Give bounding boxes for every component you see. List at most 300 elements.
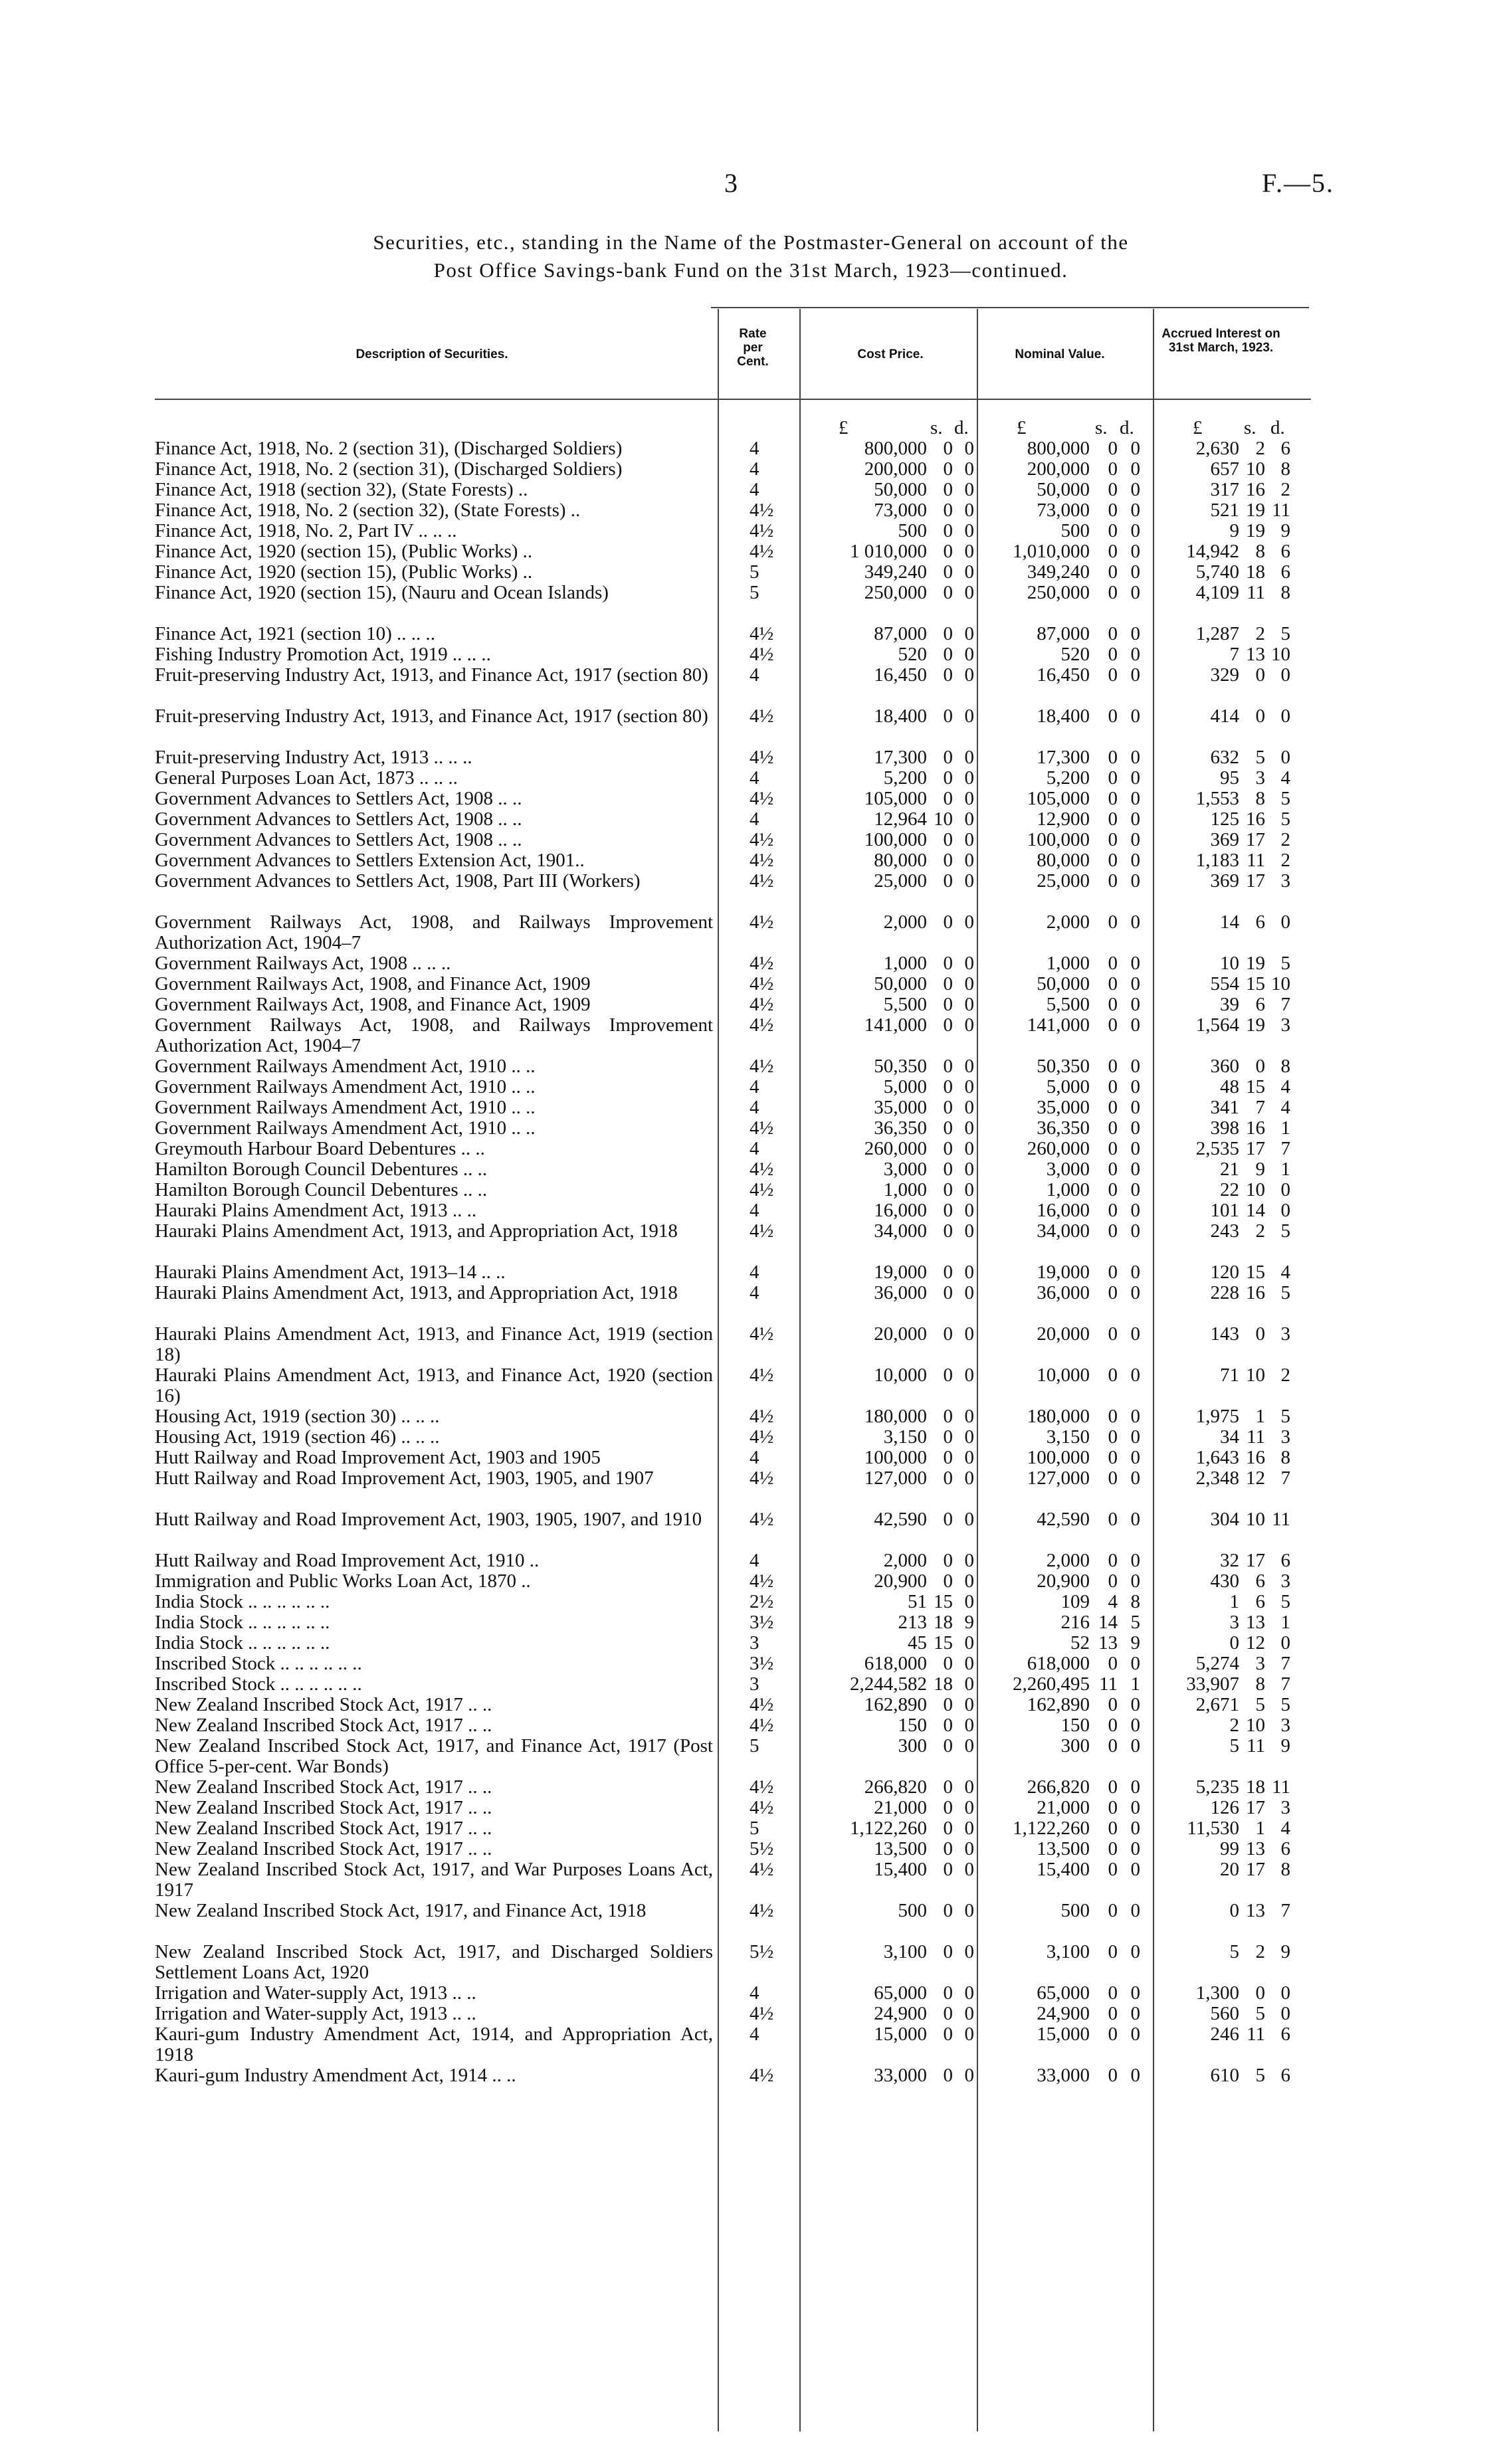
interest-pounds: 369 — [1210, 870, 1239, 892]
cost-shillings: 0 — [943, 1097, 953, 1118]
rate-per-cent: 4 — [750, 664, 759, 686]
rate-per-cent: 4½ — [750, 994, 774, 1015]
security-description: Finance Act, 1920 (section 15), (Public Works) .. — [155, 541, 533, 562]
cost-pence: 0 — [964, 1509, 974, 1530]
interest-shillings: 0 — [1255, 1323, 1265, 1345]
security-description: Finance Act, 1920 (section 15), (Nauru and Ocean Islands) — [155, 582, 609, 603]
cost-pounds: 16,450 — [874, 664, 927, 686]
nominal-pence: 0 — [1130, 1323, 1140, 1345]
nominal-shillings: 0 — [1108, 1179, 1118, 1200]
cost-shillings: 18 — [934, 1673, 953, 1695]
interest-pounds: 1,643 — [1195, 1447, 1239, 1468]
cost-shillings: 0 — [943, 1076, 953, 1097]
nominal-pence: 0 — [1130, 438, 1140, 459]
rate-per-cent: 4½ — [750, 1056, 774, 1077]
nominal-pence: 0 — [1130, 2024, 1140, 2045]
table-row — [0, 583, 1507, 624]
interest-pounds: 5,235 — [1195, 1776, 1239, 1798]
security-description: Finance Act, 1918, No. 2, Part IV .. .. .. — [155, 520, 457, 541]
table-row — [0, 1715, 1507, 1736]
nominal-pounds: 1,000 — [1046, 953, 1090, 974]
rate-per-cent: 4 — [750, 1097, 759, 1118]
interest-shillings: 16 — [1246, 808, 1265, 830]
interest-pence: 2 — [1280, 829, 1290, 850]
security-description: Finance Act, 1921 (section 10) .. .. .. — [155, 623, 436, 644]
cost-pence: 0 — [964, 1859, 974, 1880]
table-row — [0, 1159, 1507, 1180]
security-description: Fruit-preserving Industry Act, 1913, and Finance Act, 1917 (section 80) — [155, 664, 708, 686]
nominal-shillings: 0 — [1108, 541, 1118, 562]
nominal-shillings: 0 — [1108, 1097, 1118, 1118]
security-description: New Zealand Inscribed Stock Act, 1917, and Finance Act, 1917 (Post Office 5-per-cent. War Bonds) — [155, 1735, 713, 1777]
interest-pence: 2 — [1280, 850, 1290, 871]
rate-per-cent: 4½ — [750, 706, 774, 727]
cost-pounds: 105,000 — [864, 788, 927, 809]
interest-shillings: 5 — [1255, 1694, 1265, 1715]
cost-pounds: 800,000 — [864, 438, 927, 459]
cost-pence: 0 — [964, 1632, 974, 1654]
interest-pounds: 398 — [1210, 1117, 1239, 1139]
interest-pounds: 1,553 — [1195, 788, 1239, 809]
nominal-pence: 0 — [1130, 1406, 1140, 1427]
nominal-pence: 0 — [1130, 1097, 1140, 1118]
interest-pounds: 14 — [1220, 911, 1239, 933]
rate-per-cent: 4½ — [750, 1797, 774, 1818]
nominal-shillings: 0 — [1108, 1715, 1118, 1736]
nominal-pounds: 100,000 — [1027, 829, 1090, 850]
interest-shillings: 13 — [1246, 1612, 1265, 1633]
cost-shillings: 0 — [943, 1282, 953, 1303]
interest-shillings: 16 — [1246, 1117, 1265, 1139]
interest-pence: 5 — [1280, 1406, 1290, 1427]
interest-shillings: 11 — [1247, 2024, 1265, 2045]
interest-pounds: 0 — [1229, 1632, 1239, 1654]
table-row — [0, 1942, 1507, 1983]
nominal-shillings: 0 — [1108, 664, 1118, 686]
table-row — [0, 2004, 1507, 2024]
cost-shillings: 0 — [943, 850, 953, 871]
table-row — [0, 1324, 1507, 1365]
interest-pounds: 246 — [1210, 2024, 1239, 2045]
cost-shillings: 15 — [934, 1591, 953, 1612]
interest-pence: 1 — [1280, 1612, 1290, 1633]
interest-shillings: 14 — [1246, 1200, 1265, 1221]
interest-pence: 0 — [1280, 911, 1290, 933]
interest-pence: 7 — [1280, 1900, 1290, 1921]
nominal-pounds: 500 — [1060, 1900, 1090, 1921]
cost-shillings: 18 — [934, 1612, 953, 1633]
cost-shillings: 0 — [943, 1117, 953, 1139]
security-description: Government Railways Act, 1908, and Railways Improvement Authorization Act, 1904–7 — [155, 911, 713, 953]
cost-shillings: 0 — [943, 520, 953, 541]
security-description: India Stock .. .. .. .. .. .. — [155, 1612, 330, 1633]
cost-shillings: 0 — [943, 2065, 953, 2086]
cost-pence: 0 — [964, 850, 974, 871]
interest-shillings: 12 — [1246, 1632, 1265, 1654]
cost-pounds: 1 010,000 — [850, 541, 927, 562]
nominal-pence: 0 — [1130, 1447, 1140, 1468]
nominal-pence: 0 — [1130, 1570, 1140, 1592]
security-description: Hutt Railway and Road Improvement Act, 1903 and 1905 — [155, 1447, 601, 1468]
nominal-pounds: 266,820 — [1027, 1776, 1090, 1798]
cost-pence: 0 — [964, 561, 974, 583]
cost-pounds: 33,000 — [874, 2065, 927, 2086]
cost-pence: 0 — [964, 747, 974, 768]
rate-per-cent: 5 — [750, 1818, 759, 1839]
security-description: Finance Act, 1918, No. 2 (section 31), (Discharged Soldiers) — [155, 438, 623, 459]
nominal-pounds: 105,000 — [1027, 788, 1090, 809]
nominal-shillings: 0 — [1108, 561, 1118, 583]
rate-per-cent: 4½ — [750, 644, 774, 665]
interest-pounds: 9 — [1229, 520, 1239, 541]
cost-pounds: 50,000 — [874, 479, 927, 500]
table-row — [0, 747, 1507, 768]
nominal-pence: 5 — [1130, 1612, 1140, 1633]
nominal-shillings: 0 — [1108, 582, 1118, 603]
interest-pounds: 657 — [1210, 458, 1239, 480]
interest-shillings: 18 — [1246, 561, 1265, 583]
nominal-pounds: 65,000 — [1037, 1982, 1090, 2004]
cost-pounds: 250,000 — [864, 582, 927, 603]
interest-pence: 3 — [1280, 870, 1290, 892]
interest-shillings: 1 — [1255, 1818, 1265, 1839]
rate-per-cent: 4½ — [750, 500, 774, 521]
header-description: Description of Securities. — [355, 347, 508, 361]
cost-pence: 0 — [964, 1818, 974, 1839]
nominal-shillings: 0 — [1108, 623, 1118, 644]
nominal-shillings: 0 — [1108, 1653, 1118, 1674]
security-description: Finance Act, 1918, No. 2 (section 32), (State Forests) .. — [155, 500, 581, 521]
cost-pounds: 213 — [898, 1612, 927, 1633]
nominal-shillings: 0 — [1108, 458, 1118, 480]
cost-pounds: 20,900 — [874, 1570, 927, 1592]
cost-pounds: 100,000 — [864, 1447, 927, 1468]
rate-per-cent: 4½ — [750, 850, 774, 871]
cost-shillings: 0 — [943, 1797, 953, 1818]
security-description: Government Railways Amendment Act, 1910 .. .. — [155, 1097, 536, 1118]
cost-pounds: 10,000 — [874, 1365, 927, 1386]
cost-pence: 0 — [964, 1694, 974, 1715]
interest-pence: 1 — [1280, 1117, 1290, 1139]
nominal-pence: 0 — [1130, 479, 1140, 500]
cost-shillings: 0 — [943, 541, 953, 562]
security-description: Government Railways Amendment Act, 1910 .. .. — [155, 1076, 536, 1097]
cost-pence: 0 — [964, 1179, 974, 1200]
rate-per-cent: 4 — [750, 2024, 759, 2045]
security-description: Hauraki Plains Amendment Act, 1913, and Appropriation Act, 1918 — [155, 1282, 678, 1303]
cost-pence: 0 — [964, 1797, 974, 1818]
interest-shillings: 10 — [1246, 458, 1265, 480]
table-row — [0, 1365, 1507, 1406]
security-description: Hamilton Borough Council Debentures .. .. — [155, 1159, 488, 1180]
nominal-pounds: 162,890 — [1027, 1694, 1090, 1715]
cost-pounds: 18,400 — [874, 706, 927, 727]
table-row — [0, 1592, 1507, 1612]
interest-pounds: 521 — [1210, 500, 1239, 521]
cost-pounds: 42,590 — [874, 1509, 927, 1530]
nominal-shillings: 0 — [1108, 1859, 1118, 1880]
table-row — [0, 644, 1507, 665]
rate-per-cent: 4 — [750, 808, 759, 830]
header-accrued-interest: Accrued Interest on 31st March, 1923. — [1161, 327, 1280, 355]
interest-pence: 7 — [1280, 1468, 1290, 1489]
nominal-pounds: 36,350 — [1037, 1117, 1090, 1139]
nominal-pounds: 12,900 — [1037, 808, 1090, 830]
interest-shillings: 17 — [1246, 1138, 1265, 1159]
cost-pounds: 349,240 — [864, 561, 927, 583]
nominal-shillings: 0 — [1108, 1982, 1118, 2004]
cost-pence: 0 — [964, 541, 974, 562]
table-row — [0, 1139, 1507, 1159]
security-description: Fishing Industry Promotion Act, 1919 .. .. .. — [155, 644, 491, 665]
interest-pounds: 554 — [1210, 973, 1239, 995]
cost-shillings: 0 — [943, 2024, 953, 2045]
interest-shillings: 3 — [1255, 1653, 1265, 1674]
table-row — [0, 500, 1507, 521]
cost-shillings: 0 — [943, 1468, 953, 1489]
interest-pounds: 329 — [1210, 664, 1239, 686]
rate-per-cent: 4 — [750, 479, 759, 500]
cost-pounds: 200,000 — [864, 458, 927, 480]
nominal-pounds: 200,000 — [1027, 458, 1090, 480]
cost-pence: 0 — [964, 500, 974, 521]
interest-shillings: 13 — [1246, 1838, 1265, 1859]
interest-pounds: 228 — [1210, 1282, 1239, 1303]
rate-per-cent: 4 — [750, 1200, 759, 1221]
rate-per-cent: 4½ — [750, 2065, 774, 2086]
rate-per-cent: 4 — [750, 438, 759, 459]
interest-pounds: 560 — [1210, 2003, 1239, 2024]
nominal-pounds: 5,500 — [1046, 994, 1090, 1015]
cost-shillings: 0 — [943, 911, 953, 933]
interest-pounds: 21 — [1220, 1159, 1239, 1180]
rate-per-cent: 4½ — [750, 1468, 774, 1489]
nominal-shillings: 0 — [1108, 1838, 1118, 1859]
nominal-pounds: 3,150 — [1046, 1426, 1090, 1448]
nominal-pence: 0 — [1130, 1365, 1140, 1386]
rate-per-cent: 3½ — [750, 1612, 774, 1633]
cost-pence: 0 — [964, 1200, 974, 1221]
rate-per-cent: 5 — [750, 1735, 759, 1756]
cost-pence: 9 — [964, 1612, 974, 1633]
security-description: Government Railways Amendment Act, 1910 .. .. — [155, 1056, 536, 1077]
table-row — [0, 459, 1507, 480]
cost-pence: 0 — [964, 953, 974, 974]
nominal-shillings: 0 — [1108, 479, 1118, 500]
security-description: Hutt Railway and Road Improvement Act, 1903, 1905, 1907, and 1910 — [155, 1509, 702, 1530]
nominal-pounds: 42,590 — [1037, 1509, 1090, 1530]
cost-pounds: 2,000 — [883, 911, 927, 933]
nominal-shillings: 0 — [1108, 829, 1118, 850]
nominal-pounds: 3,100 — [1046, 1941, 1090, 1962]
nominal-shillings: 0 — [1108, 1159, 1118, 1180]
interest-shillings: 17 — [1246, 1859, 1265, 1880]
nominal-pence: 0 — [1130, 1776, 1140, 1798]
interest-pence: 4 — [1280, 1262, 1290, 1283]
cost-shillings: 0 — [943, 829, 953, 850]
nominal-pounds: 21,000 — [1037, 1797, 1090, 1818]
table-row — [0, 1509, 1507, 1551]
table-row — [0, 1200, 1507, 1221]
cost-pence: 0 — [964, 788, 974, 809]
cost-pounds: 3,100 — [883, 1941, 927, 1962]
cost-pounds: 15,000 — [874, 2024, 927, 2045]
interest-pence: 0 — [1280, 664, 1290, 686]
rate-per-cent: 4½ — [750, 1220, 774, 1242]
interest-shillings: 8 — [1255, 1673, 1265, 1695]
nominal-pence: 0 — [1130, 1179, 1140, 1200]
interest-pounds: 632 — [1210, 747, 1239, 768]
interest-pence: 6 — [1280, 541, 1290, 562]
cost-shillings: 0 — [943, 973, 953, 995]
security-description: Government Railways Act, 1908 .. .. .. — [155, 953, 451, 974]
nominal-pence: 0 — [1130, 1859, 1140, 1880]
interest-shillings: 13 — [1246, 644, 1265, 665]
document-title-line-1: Securities, etc., standing in the Name of the Postmaster-General on account of the — [373, 231, 1129, 254]
security-description: Hauraki Plains Amendment Act, 1913, and Finance Act, 1920 (section 16) — [155, 1365, 713, 1406]
nominal-pence: 0 — [1130, 788, 1140, 809]
cost-pounds: 127,000 — [864, 1468, 927, 1489]
rate-per-cent: 4 — [750, 1982, 759, 2004]
interest-pounds: 34 — [1220, 1426, 1239, 1448]
nominal-pounds: 250,000 — [1027, 582, 1090, 603]
rate-per-cent: 4½ — [750, 623, 774, 644]
interest-pence: 5 — [1280, 623, 1290, 644]
interest-pence: 8 — [1280, 1056, 1290, 1077]
cost-shillings: 0 — [943, 479, 953, 500]
cost-pence: 0 — [964, 808, 974, 830]
cost-pence: 0 — [964, 1323, 974, 1345]
cost-pounds: 3,150 — [883, 1426, 927, 1448]
table-row — [0, 809, 1507, 830]
interest-pence: 8 — [1280, 582, 1290, 603]
nominal-shillings: 0 — [1108, 1900, 1118, 1921]
interest-shillings: 8 — [1255, 541, 1265, 562]
nominal-pence: 0 — [1130, 973, 1140, 995]
nominal-pence: 0 — [1130, 1117, 1140, 1139]
cost-pence: 0 — [964, 438, 974, 459]
document-title-line-2: Post Office Savings-bank Fund on the 31st March, 1923—continued. — [433, 258, 1068, 282]
rate-per-cent: 4 — [750, 1447, 759, 1468]
rate-per-cent: 4½ — [750, 1694, 774, 1715]
security-description: Finance Act, 1918 (section 32), (State Forests) .. — [155, 479, 528, 500]
table-row — [0, 1262, 1507, 1283]
nominal-shillings: 0 — [1108, 1365, 1118, 1386]
interest-pence: 5 — [1280, 1282, 1290, 1303]
interest-pence: 6 — [1280, 1550, 1290, 1571]
security-description: New Zealand Inscribed Stock Act, 1917 .. .. — [155, 1838, 492, 1859]
security-description: Fruit-preserving Industry Act, 1913, and Finance Act, 1917 (section 80) — [155, 706, 708, 727]
cost-pounds: 87,000 — [874, 623, 927, 644]
nominal-pounds: 349,240 — [1027, 561, 1090, 583]
nominal-pounds: 20,900 — [1037, 1570, 1090, 1592]
rate-per-cent: 4½ — [750, 520, 774, 541]
table-row — [0, 1859, 1507, 1901]
interest-shillings: 2 — [1255, 1941, 1265, 1962]
nominal-pence: 0 — [1130, 2003, 1140, 2024]
security-description: New Zealand Inscribed Stock Act, 1917, and War Purposes Loans Act, 1917 — [155, 1859, 713, 1901]
nominal-pence: 0 — [1130, 1076, 1140, 1097]
interest-pence: 11 — [1272, 1509, 1290, 1530]
interest-pence: 3 — [1280, 1323, 1290, 1345]
nominal-pounds: 5,000 — [1046, 1076, 1090, 1097]
nominal-pounds: 16,450 — [1037, 664, 1090, 686]
nominal-pounds: 5,200 — [1046, 767, 1090, 789]
table-row — [0, 1736, 1507, 1777]
interest-shillings: 16 — [1246, 479, 1265, 500]
interest-pence: 7 — [1280, 1138, 1290, 1159]
rate-per-cent: 5 — [750, 582, 759, 603]
rate-per-cent: 4 — [750, 767, 759, 789]
nominal-pence: 1 — [1130, 1673, 1140, 1695]
interest-pounds: 1,300 — [1195, 1982, 1239, 2004]
interest-shillings: 0 — [1255, 664, 1265, 686]
rate-per-cent: 4½ — [750, 788, 774, 809]
nominal-shillings: 0 — [1108, 1447, 1118, 1468]
nominal-pence: 0 — [1130, 767, 1140, 789]
interest-shillings: 11 — [1247, 1735, 1265, 1756]
nominal-pence: 0 — [1130, 706, 1140, 727]
security-description: Hauraki Plains Amendment Act, 1913, and Finance Act, 1919 (section 18) — [155, 1323, 713, 1365]
cost-shillings: 0 — [943, 500, 953, 521]
interest-shillings: 2 — [1255, 623, 1265, 644]
interest-pence: 5 — [1280, 1694, 1290, 1715]
nominal-pounds: 2,260,495 — [1013, 1673, 1090, 1695]
cost-pence: 0 — [964, 1076, 974, 1097]
nominal-pounds: 1,010,000 — [1013, 541, 1090, 562]
interest-pence: 4 — [1280, 767, 1290, 789]
cost-pounds: 19,000 — [874, 1262, 927, 1283]
nominal-shillings: 0 — [1108, 850, 1118, 871]
cost-pounds: 1,000 — [883, 953, 927, 974]
nominal-shillings: 0 — [1108, 2024, 1118, 2045]
nominal-pounds: 17,300 — [1037, 747, 1090, 768]
security-description: Finance Act, 1918, No. 2 (section 31), (Discharged Soldiers) — [155, 458, 623, 480]
table-row — [0, 2024, 1507, 2065]
nominal-pounds: 18,400 — [1037, 706, 1090, 727]
cost-shillings: 0 — [943, 1220, 953, 1242]
interest-pounds: 317 — [1210, 479, 1239, 500]
nominal-pence: 0 — [1130, 808, 1140, 830]
nominal-pence: 0 — [1130, 1509, 1140, 1530]
security-description: Hauraki Plains Amendment Act, 1913 .. .. — [155, 1200, 477, 1221]
cost-pence: 0 — [964, 1117, 974, 1139]
rate-per-cent: 4½ — [750, 747, 774, 768]
interest-pounds: 610 — [1210, 2065, 1239, 2086]
rate-per-cent: 4½ — [750, 829, 774, 850]
nominal-pounds: 2,000 — [1046, 911, 1090, 933]
interest-pence: 8 — [1280, 458, 1290, 480]
cost-shillings: 0 — [943, 1406, 953, 1427]
cost-shillings: 0 — [943, 1056, 953, 1077]
interest-shillings: 12 — [1246, 1468, 1265, 1489]
table-row — [0, 1056, 1507, 1077]
cost-pounds: 618,000 — [864, 1653, 927, 1674]
interest-shillings: 19 — [1246, 1014, 1265, 1036]
interest-pence: 2 — [1280, 1365, 1290, 1386]
interest-pence: 11 — [1272, 1776, 1290, 1798]
security-description: New Zealand Inscribed Stock Act, 1917 .. .. — [155, 1797, 492, 1818]
interest-pence: 0 — [1280, 1632, 1290, 1654]
cost-pence: 0 — [964, 1941, 974, 1962]
nominal-pound-unit: £ — [1017, 417, 1027, 438]
cost-shillings: 0 — [943, 582, 953, 603]
cost-pence: 0 — [964, 582, 974, 603]
interest-pounds: 32 — [1220, 1550, 1239, 1571]
nominal-pence: 0 — [1130, 1982, 1140, 2004]
rate-per-cent: 4½ — [750, 541, 774, 562]
cost-pounds: 5,500 — [883, 994, 927, 1015]
